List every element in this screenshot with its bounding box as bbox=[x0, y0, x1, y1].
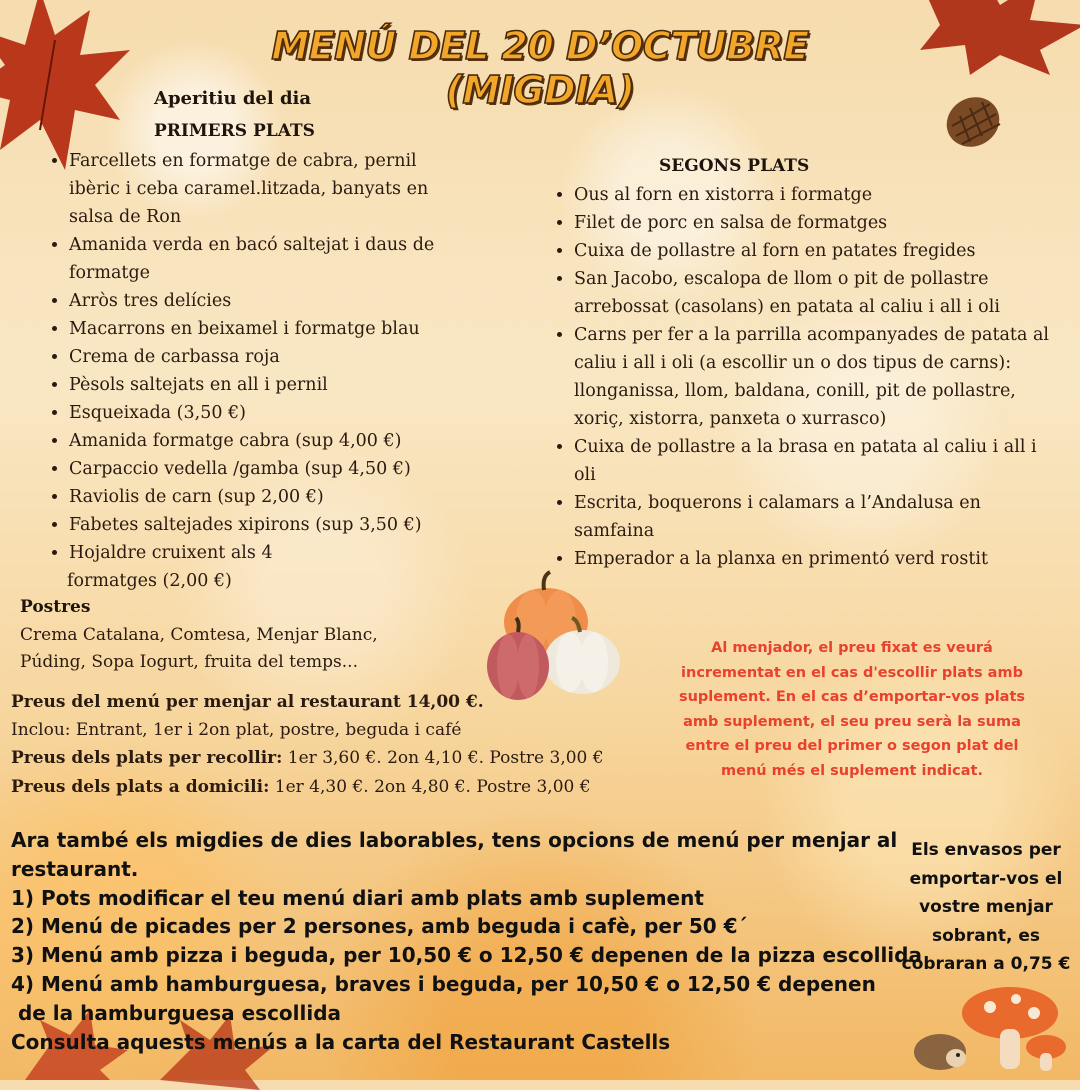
list-item: • Carpaccio vedella /gamba (sup 4,50 €) bbox=[69, 455, 469, 483]
weekday-options bbox=[11, 826, 922, 1056]
price-recollir-label: Preus dels plats per recollir: bbox=[11, 748, 283, 769]
postres-heading: Postres bbox=[20, 597, 91, 617]
postres-line: Púding, Sopa Iogurt, fruita del temps... bbox=[20, 651, 358, 672]
list-item-continuation: formatges (2,00 €) bbox=[67, 571, 232, 591]
price-recollir-value: 1er 3,60 €. 2on 4,10 €. Postre 3,00 € bbox=[282, 748, 604, 769]
list-item: • Crema de carbassa roja bbox=[69, 343, 469, 371]
list-item: • Esqueixada (3,50 €) bbox=[69, 399, 469, 427]
list-item: • Pèsols saltejats en all i pernil bbox=[69, 371, 469, 399]
price-restaurant: Preus del menú per menjar al restaurant 14,00 €. bbox=[11, 692, 484, 712]
option-item: 3) Menú amb pizza i beguda, per 10,50 € o 12,50 € depenen de la pizza escollida bbox=[11, 943, 922, 968]
list-item: • Emperador a la planxa en primentó verd rostit bbox=[574, 545, 1054, 573]
price-domicili-label: Preus dels plats a domicili: bbox=[11, 776, 270, 797]
list-item: • Raviolis de carn (sup 2,00 €) bbox=[69, 483, 469, 511]
list-item: • Cuixa de pollastre a la brasa en patata al caliu i all i oli bbox=[574, 433, 1054, 489]
aperitiu-heading: Aperitiu del dia bbox=[154, 88, 312, 109]
list-item: • Hojaldre cruixent als 4 bbox=[69, 539, 469, 567]
options-intro: Ara també els migdies de dies laborables, tens opcions de menú per menjar al bbox=[11, 828, 898, 852]
postres-text bbox=[20, 622, 378, 675]
options-intro: restaurant. bbox=[11, 856, 139, 881]
menu-title: MENÚ DEL 20 D’OCTUBRE (MIGDIA) bbox=[271, 24, 809, 112]
option-item: 2) Menú de picades per 2 persones, amb beguda i cafè, per 50 €´ bbox=[11, 914, 748, 939]
prices-block bbox=[11, 688, 604, 801]
list-item: • Farcellets en formatge de cabra, pernil ibèric i ceba caramel.litzada, banyats en salsa de Ron bbox=[69, 147, 469, 231]
option-item: de la hamburguesa escollida bbox=[11, 1000, 342, 1025]
list-item: • Arròs tres delícies bbox=[69, 287, 469, 315]
list-item: • Escrita, boquerons i calamars a l’Andalusa en samfaina bbox=[574, 489, 1054, 545]
postres-line: Crema Catalana, Comtesa, Menjar Blanc, bbox=[20, 625, 378, 645]
hedgehog-icon bbox=[910, 1024, 970, 1072]
pumpkin-icon bbox=[484, 570, 624, 702]
primers-list bbox=[51, 147, 469, 595]
supplement-note: Al menjador, el preu fixat es veurá incrementat en el cas d'escollir plats amb suplement. En el cas d’emportar-vos plats amb suplement, el seu preu serà la suma entre el preu del primer o segon plat del menú més el suplement indicat. bbox=[678, 640, 1026, 779]
list-item: • Carns per fer a la parrilla acompanyades de patata al caliu i all i oli (a escollir un o dos tipus de carns): llonganissa, llom, baldana, conill, pit de pollastre, xoriç, xistorra, panxeta o xurrasco) bbox=[574, 321, 1054, 433]
list-item: • Fabetes saltejades xipirons (sup 3,50 €) bbox=[69, 511, 469, 539]
pine-cone-icon bbox=[940, 86, 1006, 152]
list-item: • Macarrons en beixamel i formatge blau bbox=[69, 315, 469, 343]
consulta-line: Consulta aquests menús a la carta del Restaurant Castells bbox=[11, 1029, 671, 1054]
price-inclou: Inclou: Entrant, 1er i 2on plat, postre, beguda i café bbox=[11, 720, 462, 741]
containers-note: Els envasos per emportar-vos el vostre menjar sobrant, es cobraran a 0,75 € bbox=[901, 840, 1071, 975]
price-domicili-value: 1er 4,30 €. 2on 4,80 €. Postre 3,00 € bbox=[269, 776, 591, 797]
list-item: • San Jacobo, escalopa de llom o pit de pollastre arrebossat (casolans) en patata al caliu i all i oli bbox=[574, 265, 1054, 321]
option-item: 1) Pots modificar el teu menú diari amb plats amb suplement bbox=[11, 885, 704, 910]
list-item: • Amanida verda en bacó saltejat i daus de formatge bbox=[69, 231, 469, 287]
option-item: 4) Menú amb hamburguesa, braves i beguda, per 10,50 € o 12,50 € depenen bbox=[11, 971, 876, 996]
maple-leaf-icon bbox=[900, 0, 1080, 80]
segons-heading: SEGONS PLATS bbox=[659, 156, 810, 176]
list-item: • Amanida formatge cabra (sup 4,00 €) bbox=[69, 427, 469, 455]
list-item: • Filet de porc en salsa de formatges bbox=[574, 209, 1054, 237]
list-item: • Cuixa de pollastre al forn en patates fregides bbox=[574, 237, 1054, 265]
segons-list bbox=[556, 181, 1054, 573]
primers-heading: PRIMERS PLATS bbox=[154, 121, 315, 141]
list-item: • Ous al forn en xistorra i formatge bbox=[574, 181, 1054, 209]
